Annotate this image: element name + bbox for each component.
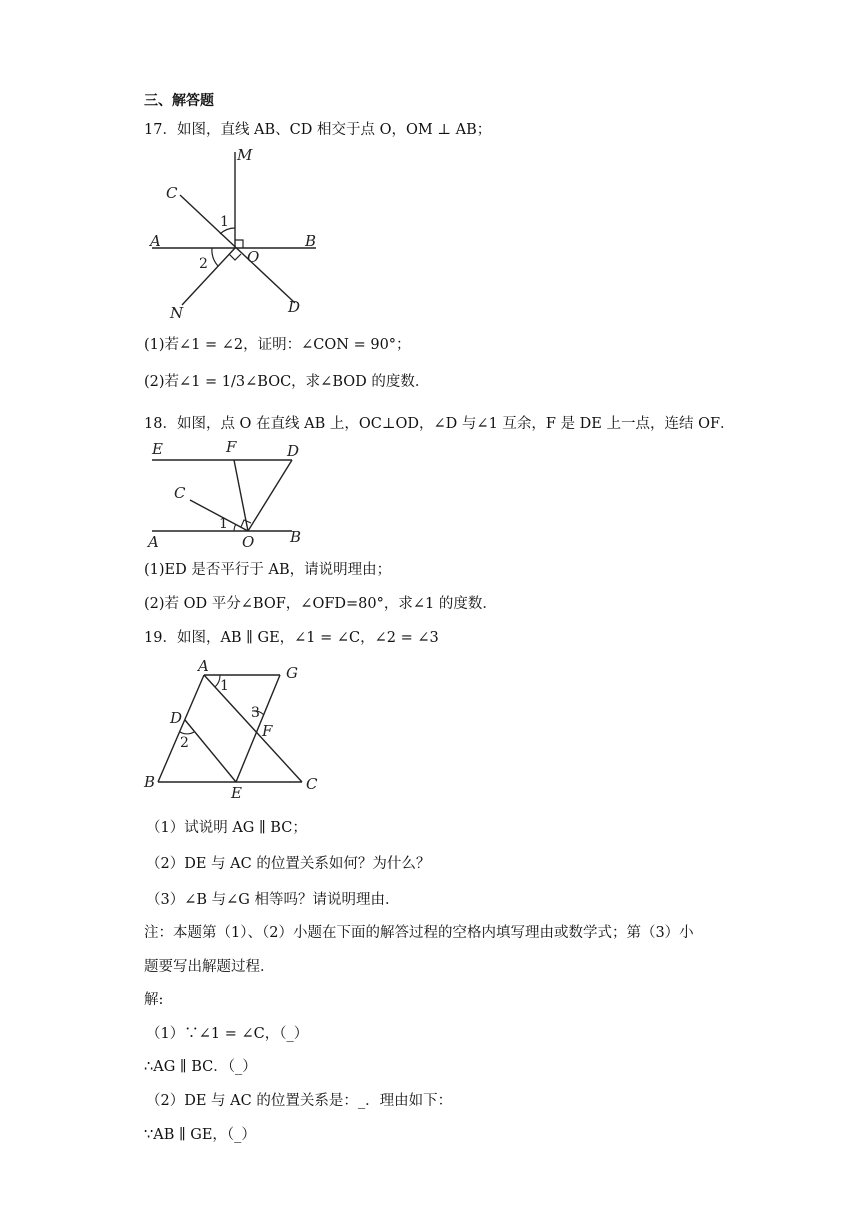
label-1: 1 (220, 678, 229, 694)
label-f: F (262, 722, 273, 740)
q17-part1: (1)若∠1 = ∠2，证明：∠CON = 90°； (144, 337, 411, 353)
label-b: B (144, 773, 156, 791)
segment-de (185, 720, 236, 782)
label-c: C (166, 184, 178, 202)
label-m: M (237, 146, 253, 164)
q18-part2: (2)若 OD 平分∠BOF，∠OFD=80°，求∠1 的度数． (144, 596, 497, 612)
q19-stem: 19．如图，AB ∥ GE，∠1 = ∠C，∠2 = ∠3 (144, 630, 439, 646)
label-2: 2 (199, 256, 208, 272)
q19-solution-label: 解: (144, 992, 164, 1008)
label-o: O (242, 533, 255, 551)
label-o: O (247, 248, 260, 266)
q19-note-line2: 题要写出解题过程． (144, 959, 275, 975)
label-1: 1 (219, 516, 228, 532)
label-f: F (226, 438, 237, 456)
segment-ge (236, 675, 280, 782)
label-1: 1 (220, 214, 229, 230)
line-cd (180, 195, 295, 303)
segment-ab (158, 675, 204, 782)
label-c: C (306, 775, 318, 793)
label-a: A (198, 657, 209, 675)
label-c: C (174, 484, 186, 502)
q17-part2: (2)若∠1 = 1/3∠BOC，求∠BOD 的度数． (144, 374, 430, 390)
q19-answer-line1: （1）∵∠1 = ∠C，（_） (146, 1026, 309, 1042)
label-d: D (288, 298, 301, 316)
q18-part1: (1)ED 是否平行于 AB，请说明理由； (144, 562, 392, 578)
label-2: 2 (180, 735, 189, 751)
q17-stem: 17．如图，直线 AB、CD 相交于点 O，OM ⊥ AB； (144, 122, 492, 138)
label-a: A (150, 232, 161, 250)
right-angle-mark (229, 254, 241, 260)
section-title: 三、解答题 (144, 93, 214, 109)
segment-od (248, 460, 292, 531)
q17-figure (140, 140, 340, 325)
label-e: E (231, 784, 242, 800)
q19-answer-line2: ∴AG ∥ BC．（_） (144, 1059, 257, 1075)
label-d: D (170, 709, 183, 727)
label-d: D (287, 442, 300, 460)
ray-on (182, 248, 235, 305)
q19-answer-line3: （2）DE 与 AC 的位置关系是：_．理由如下： (146, 1093, 453, 1109)
q19-sub1: （1）试说明 AG ∥ BC； (146, 820, 307, 836)
q19-figure (140, 654, 340, 800)
right-angle-mark (235, 240, 243, 248)
label-b: B (305, 232, 317, 250)
q19-note-line1: 注：本题第（1）、（2）小题在下面的解答过程的空格内填写理由或数学式；第（3）小 (144, 925, 694, 941)
segment-ac (204, 675, 302, 782)
label-b: B (290, 528, 302, 546)
label-g: G (286, 664, 298, 682)
label-n: N (170, 304, 184, 322)
q19-sub3: （3）∠B 与∠G 相等吗？请说明理由． (146, 892, 400, 908)
q19-sub2: （2）DE 与 AC 的位置关系如何？为什么？ (146, 856, 431, 872)
label-3: 3 (251, 705, 260, 721)
q19-answer-line4: ∵AB ∥ GE，（_） (144, 1127, 256, 1143)
label-a: A (148, 533, 159, 551)
q18-figure (140, 434, 320, 552)
q18-stem: 18．如图，点 O 在直线 AB 上，OC⊥OD，∠D 与∠1 互余，F 是 DE 上一点，连结 OF． (144, 416, 735, 432)
label-e: E (152, 440, 163, 458)
